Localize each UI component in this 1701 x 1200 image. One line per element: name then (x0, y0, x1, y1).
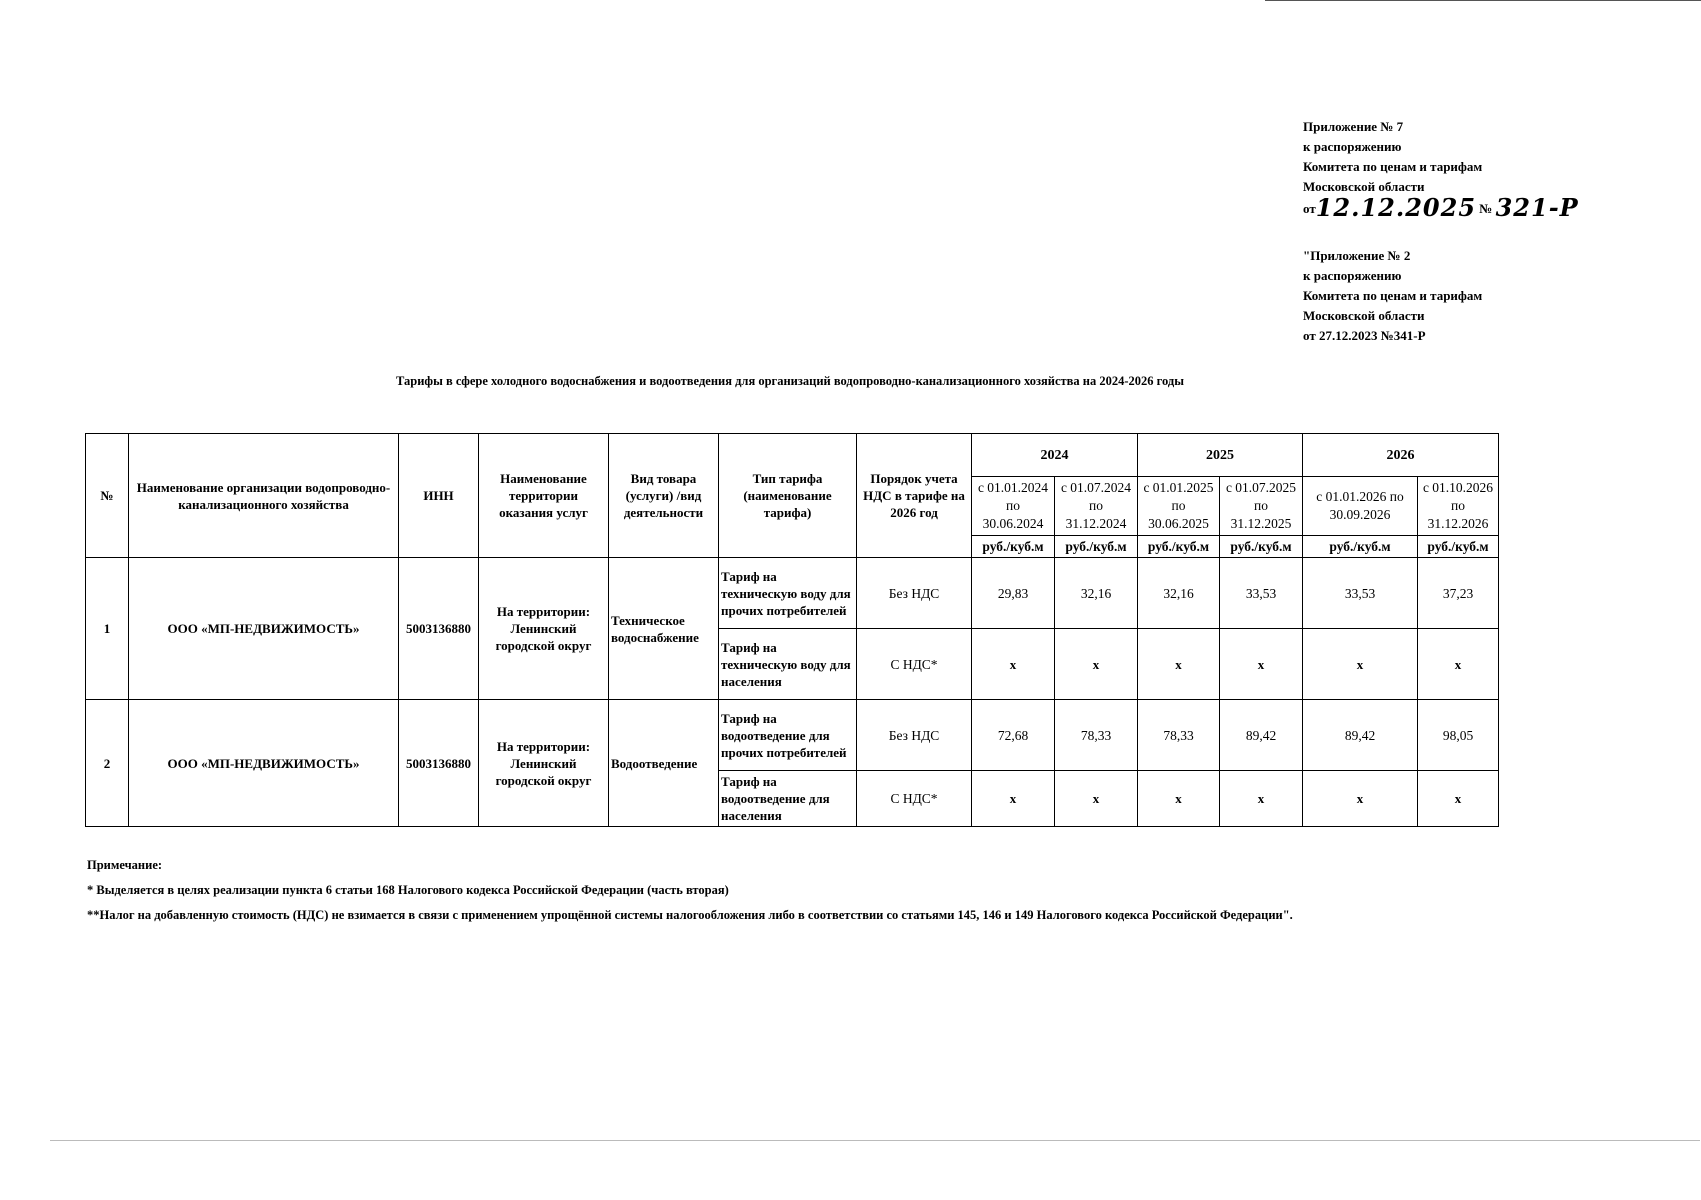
header-territory: Наименование территории оказания услуг (479, 434, 609, 558)
header-unit: руб./куб.м (1220, 536, 1303, 558)
row-value: х (972, 771, 1055, 827)
header-year-2025: 2025 (1138, 434, 1303, 477)
row-value: х (1055, 771, 1138, 827)
row-value: 78,33 (1055, 700, 1138, 771)
row-inn: 5003136880 (399, 700, 479, 827)
row-value: х (1055, 629, 1138, 700)
row-value: х (1138, 771, 1220, 827)
header-period-4: с 01.07.2025 по 31.12.2025 (1220, 477, 1303, 536)
header-unit: руб./куб.м (1138, 536, 1220, 558)
row-vat: С НДС* (857, 771, 972, 827)
header-org: Наименование организации водопроводно-канализационного хозяйства (129, 434, 399, 558)
header-period-2: с 01.07.2024 по 31.12.2024 (1055, 477, 1138, 536)
appendix-current-date-line (1303, 193, 1683, 222)
note-2: **Налог на добавленную стоимость (НДС) не взимается в связи с применением упрощённой системы налогообложения либо в соответствии со статьями 145, 146 и 149 Налогового кодекса Российской Федерации". (87, 908, 1293, 922)
header-unit: руб./куб.м (1418, 536, 1499, 558)
row-org: ООО «МП-НЕДВИЖИМОСТЬ» (129, 558, 399, 700)
appendix-current-line3: Московской области (1303, 179, 1425, 194)
row-value: 33,53 (1220, 558, 1303, 629)
row-value: х (1418, 771, 1499, 827)
document-title: Тарифы в сфере холодного водоснабжения и водоотведения для организаций водопроводно-канализационного хозяйства на 2024-2026 годы (396, 374, 1184, 388)
appendix-current-title: Приложение № 7 (1303, 119, 1404, 134)
row-value: 72,68 (972, 700, 1055, 771)
header-vat: Порядок учета НДС в тарифе на 2026 год (857, 434, 972, 558)
header-year-2024: 2024 (972, 434, 1138, 477)
row-value: х (1303, 629, 1418, 700)
appendix-current (1303, 117, 1683, 220)
header-year-2026: 2026 (1303, 434, 1499, 477)
row-value: х (972, 629, 1055, 700)
row-value: 89,42 (1303, 700, 1418, 771)
row-tariff-type: Тариф на водоотведение для населения (719, 771, 857, 827)
header-unit: руб./куб.м (1303, 536, 1418, 558)
table-row (86, 700, 1499, 771)
handwritten-number: 321-Р (1495, 193, 1579, 222)
notes-title: Примечание: (87, 858, 163, 872)
row-goods: Водоотведение (609, 700, 719, 827)
header-goods: Вид товара (услуги) /вид деятельности (609, 434, 719, 558)
row-org: ООО «МП-НЕДВИЖИМОСТЬ» (129, 700, 399, 827)
tariff-table (85, 433, 1499, 827)
appendix-current-line1: к распоряжению (1303, 139, 1402, 154)
row-vat: Без НДС (857, 700, 972, 771)
row-goods: Техническое водоснабжение (609, 558, 719, 700)
row-territory: На территории: Ленинский городской округ (479, 558, 609, 700)
scan-edge-top (1265, 0, 1701, 1)
row-value: 98,05 (1418, 700, 1499, 771)
handwritten-date: 12.12.2025 (1315, 193, 1477, 222)
header-unit: руб./куб.м (1055, 536, 1138, 558)
table-row (86, 558, 1499, 629)
row-tariff-type: Тариф на техническую воду для населения (719, 629, 857, 700)
row-vat: С НДС* (857, 629, 972, 700)
notes (87, 853, 1293, 928)
appendix-previous-line2: Комитета по ценам и тарифам (1303, 288, 1483, 303)
header-tariff-type: Тип тарифа (наименование тарифа) (719, 434, 857, 558)
row-value: х (1220, 771, 1303, 827)
appendix-previous-line4: от 27.12.2023 №341-Р (1303, 328, 1426, 343)
appendix-previous (1303, 246, 1683, 346)
appendix-current-line2: Комитета по ценам и тарифам (1303, 159, 1483, 174)
header-period-6: с 01.10.2026 по 31.12.2026 (1418, 477, 1499, 536)
header-unit: руб./куб.м (972, 536, 1055, 558)
row-value: х (1220, 629, 1303, 700)
row-inn: 5003136880 (399, 558, 479, 700)
appendix-previous-line1: к распоряжению (1303, 268, 1402, 283)
row-vat: Без НДС (857, 558, 972, 629)
scan-edge-bottom (50, 1140, 1700, 1141)
row-value: 37,23 (1418, 558, 1499, 629)
row-value: 78,33 (1138, 700, 1220, 771)
date-prefix: от (1303, 201, 1316, 216)
appendix-previous-title: "Приложение № 2 (1303, 248, 1411, 263)
row-value: 33,53 (1303, 558, 1418, 629)
row-value: 32,16 (1055, 558, 1138, 629)
row-num: 2 (86, 700, 129, 827)
header-num: № (86, 434, 129, 558)
appendix-previous-line3: Московской области (1303, 308, 1425, 323)
header-period-3: с 01.01.2025 по 30.06.2025 (1138, 477, 1220, 536)
row-value: 29,83 (972, 558, 1055, 629)
row-value: х (1418, 629, 1499, 700)
row-tariff-type: Тариф на водоотведение для прочих потребителей (719, 700, 857, 771)
row-value: х (1303, 771, 1418, 827)
row-value: 89,42 (1220, 700, 1303, 771)
header-period-1: с 01.01.2024 по 30.06.2024 (972, 477, 1055, 536)
header-period-5: с 01.01.2026 по 30.09.2026 (1303, 477, 1418, 536)
row-tariff-type: Тариф на техническую воду для прочих потребителей (719, 558, 857, 629)
row-territory: На территории: Ленинский городской округ (479, 700, 609, 827)
row-num: 1 (86, 558, 129, 700)
row-value: х (1138, 629, 1220, 700)
note-1: * Выделяется в целях реализации пункта 6 статьи 168 Налогового кодекса Российской Федерации (часть вторая) (87, 883, 729, 897)
header-inn: ИНН (399, 434, 479, 558)
row-value: 32,16 (1138, 558, 1220, 629)
number-prefix: № (1479, 201, 1493, 216)
